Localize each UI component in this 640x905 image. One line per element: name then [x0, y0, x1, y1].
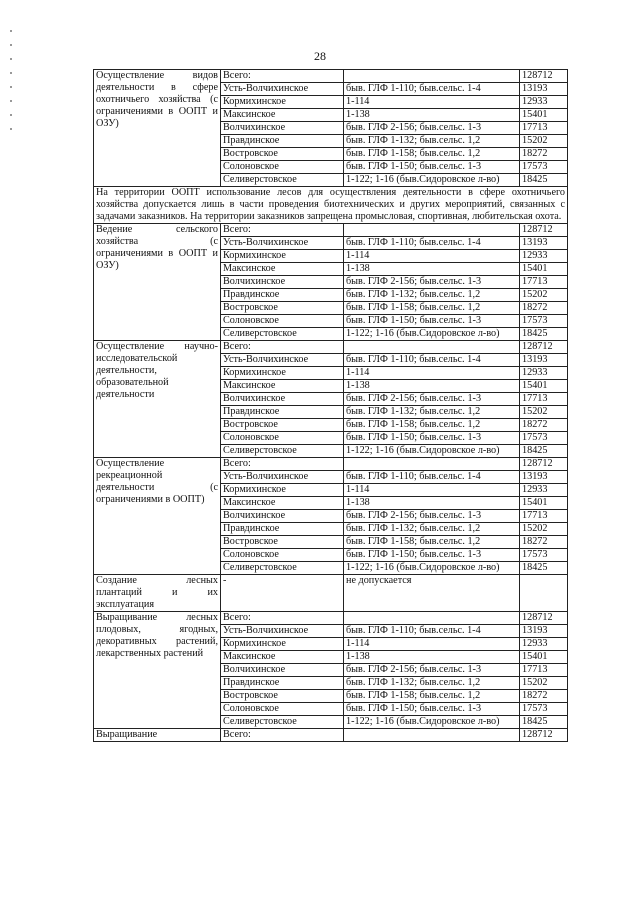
blocks-cell: быв. ГЛФ 1-150; быв.сельс. 1-3: [344, 315, 520, 328]
area-cell: 18272: [520, 148, 568, 161]
forestry-cell: Усть-Волчихинское: [221, 471, 344, 484]
blocks-cell: 1-138: [344, 651, 520, 664]
area-cell: 17713: [520, 664, 568, 677]
blocks-cell: быв. ГЛФ 1-150; быв.сельс. 1-3: [344, 432, 520, 445]
area-cell: 15202: [520, 523, 568, 536]
area-cell: 17713: [520, 393, 568, 406]
forestry-cell: Усть-Волчихинское: [221, 83, 344, 96]
area-cell: 18272: [520, 419, 568, 432]
blocks-cell: 1-114: [344, 638, 520, 651]
forestry-cell: Кормихинское: [221, 96, 344, 109]
area-cell: [520, 575, 568, 612]
blocks-cell: не допускается: [344, 575, 520, 612]
blocks-cell: 1-138: [344, 109, 520, 122]
activity-cell: Осуществление научно-исследовательской деятельности, образовательной деятельности: [94, 341, 221, 458]
blocks-cell: [344, 458, 520, 471]
area-cell: 12933: [520, 96, 568, 109]
blocks-cell: быв. ГЛФ 1-110; быв.сельс. 1-4: [344, 471, 520, 484]
area-cell: 128712: [520, 224, 568, 237]
blocks-cell: [344, 224, 520, 237]
blocks-cell: 1-114: [344, 367, 520, 380]
blocks-cell: быв. ГЛФ 1-158; быв.сельс. 1,2: [344, 690, 520, 703]
forestry-cell: Селиверстовское: [221, 716, 344, 729]
forestry-cell: -: [221, 575, 344, 612]
forestry-cell: Правдинское: [221, 406, 344, 419]
forestry-cell: Солоновское: [221, 549, 344, 562]
forestry-cell: Всего:: [221, 70, 344, 83]
area-cell: 15202: [520, 135, 568, 148]
forestry-cell: Волчихинское: [221, 664, 344, 677]
forestry-cell: Всего:: [221, 612, 344, 625]
area-cell: 13193: [520, 237, 568, 250]
forestry-cell: Волчихинское: [221, 510, 344, 523]
blocks-cell: быв. ГЛФ 1-158; быв.сельс. 1,2: [344, 536, 520, 549]
blocks-cell: 1-122; 1-16 (быв.Сидоровское л-во): [344, 562, 520, 575]
area-cell: 128712: [520, 612, 568, 625]
blocks-cell: быв. ГЛФ 1-150; быв.сельс. 1-3: [344, 703, 520, 716]
area-cell: 17573: [520, 703, 568, 716]
area-cell: 18425: [520, 328, 568, 341]
forestry-cell: Востровское: [221, 148, 344, 161]
table-row: [94, 575, 568, 612]
activity-cell: Создание лесных плантаций и их эксплуатация: [94, 575, 221, 612]
forestry-cell: Правдинское: [221, 135, 344, 148]
forestry-cell: Востровское: [221, 536, 344, 549]
forestry-cell: Волчихинское: [221, 393, 344, 406]
forestry-cell: Кормихинское: [221, 250, 344, 263]
area-cell: 12933: [520, 484, 568, 497]
area-cell: 18425: [520, 716, 568, 729]
area-cell: 12933: [520, 367, 568, 380]
table-row: [94, 224, 568, 237]
area-cell: 15401: [520, 263, 568, 276]
forestry-cell: Кормихинское: [221, 367, 344, 380]
area-cell: 18425: [520, 562, 568, 575]
forestry-cell: Всего:: [221, 729, 344, 742]
blocks-cell: 1-122; 1-16 (быв.Сидоровское л-во): [344, 716, 520, 729]
blocks-cell: [344, 70, 520, 83]
forestry-cell: Максинское: [221, 263, 344, 276]
activity-cell: Выращивание лесных плодовых, ягодных, декоративных растений, лекарственных растений: [94, 612, 221, 729]
area-cell: 15401: [520, 651, 568, 664]
forestry-cell: Солоновское: [221, 161, 344, 174]
area-cell: 18272: [520, 536, 568, 549]
blocks-cell: быв. ГЛФ 1-132; быв.сельс. 1,2: [344, 677, 520, 690]
forestry-cell: Максинское: [221, 651, 344, 664]
forestry-cell: Усть-Волчихинское: [221, 625, 344, 638]
area-cell: 17573: [520, 432, 568, 445]
blocks-cell: 1-114: [344, 484, 520, 497]
forestry-cell: Солоновское: [221, 432, 344, 445]
blocks-cell: 1-138: [344, 380, 520, 393]
table-row: [94, 70, 568, 83]
area-cell: 128712: [520, 458, 568, 471]
area-cell: 18272: [520, 302, 568, 315]
blocks-cell: [344, 729, 520, 742]
area-cell: 17713: [520, 276, 568, 289]
area-cell: 13193: [520, 354, 568, 367]
forestry-cell: Всего:: [221, 341, 344, 354]
area-cell: 128712: [520, 341, 568, 354]
activity-cell: Осуществление видов деятельности в сфере охотничьего хозяйства (с ограничениями в ООПТ и ОЗУ): [94, 70, 221, 187]
area-cell: 12933: [520, 250, 568, 263]
area-cell: 13193: [520, 471, 568, 484]
blocks-cell: 1-122; 1-16 (быв.Сидоровское л-во): [344, 445, 520, 458]
forestry-cell: Максинское: [221, 109, 344, 122]
forestry-cell: Солоновское: [221, 315, 344, 328]
blocks-cell: быв. ГЛФ 2-156; быв.сельс. 1-3: [344, 664, 520, 677]
forestry-cell: Селиверстовское: [221, 445, 344, 458]
area-cell: 12933: [520, 638, 568, 651]
area-cell: 17713: [520, 510, 568, 523]
area-cell: 13193: [520, 83, 568, 96]
blocks-cell: быв. ГЛФ 1-110; быв.сельс. 1-4: [344, 237, 520, 250]
blocks-cell: быв. ГЛФ 1-158; быв.сельс. 1,2: [344, 148, 520, 161]
forestry-cell: Максинское: [221, 380, 344, 393]
area-cell: 18272: [520, 690, 568, 703]
forestry-cell: Селиверстовское: [221, 328, 344, 341]
note-row: [94, 187, 568, 224]
blocks-cell: 1-114: [344, 250, 520, 263]
table-row: [94, 341, 568, 354]
forestry-cell: Кормихинское: [221, 484, 344, 497]
blocks-cell: быв. ГЛФ 1-110; быв.сельс. 1-4: [344, 625, 520, 638]
blocks-cell: быв. ГЛФ 1-150; быв.сельс. 1-3: [344, 549, 520, 562]
blocks-cell: [344, 612, 520, 625]
activity-cell: Выращивание: [94, 729, 221, 742]
note-cell: На территории ООПТ использование лесов для осуществления деятельности в сфере охотничьего хозяйства допускается лишь в части проведения биотехнических и других мероприятий, связанных с задачами заказников. На территории заказников запрещена промысловая, спортивная, любительская охота.: [94, 187, 568, 224]
area-cell: 15401: [520, 497, 568, 510]
area-cell: 13193: [520, 625, 568, 638]
area-cell: 17573: [520, 315, 568, 328]
forestry-cell: Правдинское: [221, 523, 344, 536]
blocks-cell: быв. ГЛФ 1-132; быв.сельс. 1,2: [344, 289, 520, 302]
activity-cell: Ведение сельского хозяйства (с ограничениями в ООПТ и ОЗУ): [94, 224, 221, 341]
table-row: [94, 612, 568, 625]
forestry-cell: Востровское: [221, 690, 344, 703]
area-cell: 18425: [520, 174, 568, 187]
forestry-cell: Селиверстовское: [221, 174, 344, 187]
blocks-cell: 1-114: [344, 96, 520, 109]
blocks-cell: быв. ГЛФ 1-158; быв.сельс. 1,2: [344, 302, 520, 315]
area-cell: 18425: [520, 445, 568, 458]
area-cell: 15202: [520, 406, 568, 419]
blocks-cell: быв. ГЛФ 1-158; быв.сельс. 1,2: [344, 419, 520, 432]
area-cell: 15401: [520, 109, 568, 122]
forestry-cell: Всего:: [221, 458, 344, 471]
forestry-cell: Максинское: [221, 497, 344, 510]
binder-marks: [10, 30, 14, 150]
blocks-cell: 1-138: [344, 497, 520, 510]
forest-use-table: [93, 69, 568, 742]
blocks-cell: быв. ГЛФ 2-156; быв.сельс. 1-3: [344, 276, 520, 289]
blocks-cell: 1-122; 1-16 (быв.Сидоровское л-во): [344, 174, 520, 187]
area-cell: 15401: [520, 380, 568, 393]
blocks-cell: быв. ГЛФ 2-156; быв.сельс. 1-3: [344, 510, 520, 523]
forestry-cell: Правдинское: [221, 677, 344, 690]
forestry-cell: Селиверстовское: [221, 562, 344, 575]
blocks-cell: быв. ГЛФ 1-110; быв.сельс. 1-4: [344, 354, 520, 367]
area-cell: 17573: [520, 549, 568, 562]
blocks-cell: быв. ГЛФ 1-110; быв.сельс. 1-4: [344, 83, 520, 96]
area-cell: 15202: [520, 677, 568, 690]
forestry-cell: Волчихинское: [221, 276, 344, 289]
table-row: [94, 458, 568, 471]
forestry-cell: Всего:: [221, 224, 344, 237]
blocks-cell: быв. ГЛФ 2-156; быв.сельс. 1-3: [344, 122, 520, 135]
area-cell: 15202: [520, 289, 568, 302]
forestry-cell: Правдинское: [221, 289, 344, 302]
area-cell: 17573: [520, 161, 568, 174]
forestry-cell: Волчихинское: [221, 122, 344, 135]
blocks-cell: 1-138: [344, 263, 520, 276]
blocks-cell: быв. ГЛФ 1-132; быв.сельс. 1,2: [344, 135, 520, 148]
blocks-cell: быв. ГЛФ 1-132; быв.сельс. 1,2: [344, 406, 520, 419]
activity-cell: Осуществление рекреационной деятельности (с ограничениями в ООПТ): [94, 458, 221, 575]
blocks-cell: [344, 341, 520, 354]
blocks-cell: быв. ГЛФ 1-150; быв.сельс. 1-3: [344, 161, 520, 174]
forestry-cell: Солоновское: [221, 703, 344, 716]
blocks-cell: 1-122; 1-16 (быв.Сидоровское л-во): [344, 328, 520, 341]
area-cell: 128712: [520, 70, 568, 83]
forestry-cell: Востровское: [221, 419, 344, 432]
forestry-cell: Усть-Волчихинское: [221, 354, 344, 367]
page-number: 28: [314, 49, 326, 63]
forestry-cell: Усть-Волчихинское: [221, 237, 344, 250]
forestry-cell: Востровское: [221, 302, 344, 315]
blocks-cell: быв. ГЛФ 1-132; быв.сельс. 1,2: [344, 523, 520, 536]
forestry-cell: Кормихинское: [221, 638, 344, 651]
area-cell: 128712: [520, 729, 568, 742]
table-row: [94, 729, 568, 742]
area-cell: 17713: [520, 122, 568, 135]
blocks-cell: быв. ГЛФ 2-156; быв.сельс. 1-3: [344, 393, 520, 406]
